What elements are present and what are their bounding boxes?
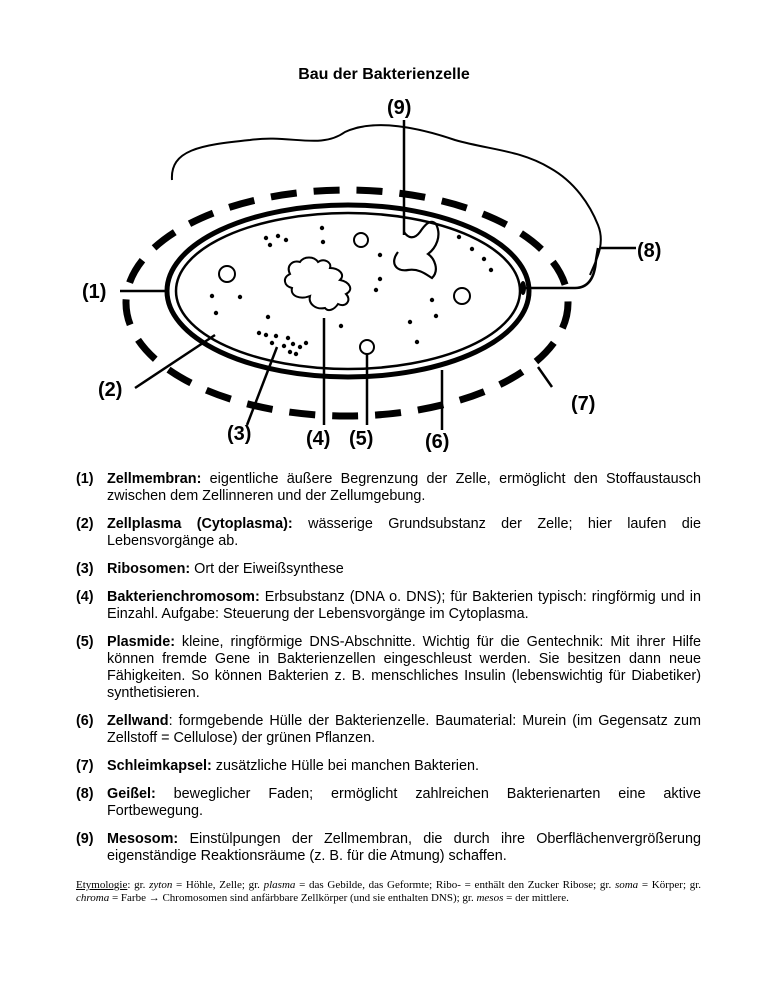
plasmid xyxy=(454,288,470,304)
etymology-text: = das Gebilde, das Geformte; Ribo- = enthält den Zucker Ribose; gr. xyxy=(295,879,615,891)
legend-description: wässerige Grundsubstanz der Zelle; hier laufen die Lebensvorgänge ab. xyxy=(107,516,701,549)
legend-item xyxy=(76,634,701,702)
legend-number: (8) xyxy=(76,786,94,802)
legend-term: Mesosom: xyxy=(107,831,179,847)
bacterial-cell-diagram xyxy=(0,0,768,470)
etymology-text: = Farbe → Chromosomen sind anfärbbare Zellkörper (und sie enthalten DNS); gr. xyxy=(109,892,477,904)
etymology-label: Etymologie xyxy=(76,879,128,891)
legend-item xyxy=(76,516,701,550)
plasmid xyxy=(360,340,374,354)
legend-description: zusätzliche Hülle bei manchen Bakterien. xyxy=(211,758,479,774)
legend-item xyxy=(76,561,701,578)
legend-number: (6) xyxy=(76,713,94,729)
legend-item xyxy=(76,471,701,505)
legend-term: Zellmembran: xyxy=(107,471,202,487)
legend-term: Schleimkapsel: xyxy=(107,758,212,774)
legend-term: Zellplasma (Cytoplasma): xyxy=(107,516,293,532)
callout-5: (5) xyxy=(349,428,374,450)
legend-description: Erbsubstanz (DNA o. DNS); für Bakterien typisch: ringförmig und in Einzahl. Aufgabe: Steuerung der Lebensvorgänge im Cytoplasma. xyxy=(107,589,701,622)
plasmid xyxy=(354,233,368,247)
legend-item xyxy=(76,831,701,865)
legend-number: (3) xyxy=(76,561,94,577)
callout-7: (7) xyxy=(571,393,596,415)
legend-term: Ribosomen: xyxy=(107,561,191,577)
etymology-note xyxy=(76,879,701,905)
outer-environment-outline xyxy=(172,125,601,275)
callout-4: (4) xyxy=(306,428,331,450)
legend-number: (9) xyxy=(76,831,94,847)
legend-text xyxy=(107,589,701,623)
legend-number: (2) xyxy=(76,516,94,532)
etymology-term: mesos xyxy=(476,892,504,904)
callout-2: (2) xyxy=(98,379,123,401)
legend-term: Bakterienchromosom: xyxy=(107,589,260,605)
bacterial-chromosome xyxy=(285,258,350,311)
callout-9: (9) xyxy=(387,97,412,119)
legend-number: (7) xyxy=(76,758,94,774)
callout-6: (6) xyxy=(425,431,450,453)
legend-text xyxy=(107,561,701,578)
legend-item xyxy=(76,589,701,623)
legend-list xyxy=(76,471,701,876)
etymology-term: chroma xyxy=(76,892,110,904)
etymology-text: = Höhle, Zelle; gr. xyxy=(172,879,264,891)
legend-description: kleine, ringförmige DNS-Abschnitte. Wichtig für die Gentechnik: Mit ihrer Hilfe können fremde Gene in Bakterienzellen eingeschleust werden. Sie besitzen dann neue Fähigkeiten. So können Bakterien z. B. menschliches Insulin (lebenswichtig für Diabetiker) synthetisieren. xyxy=(107,634,701,701)
page-title: Bau der Bakterienzelle xyxy=(298,66,470,83)
etymology-term: soma xyxy=(614,879,639,891)
legend-text xyxy=(107,634,701,702)
legend-number: (4) xyxy=(76,589,94,605)
legend-description: beweglicher Faden; ermöglicht zahlreichen Bakterienarten eine aktive Fortbewegung. xyxy=(107,786,701,819)
ribosomes xyxy=(210,226,493,356)
etymology-term: zyton xyxy=(149,879,173,891)
legend-description: Ort der Eiweißsynthese xyxy=(190,561,344,577)
legend-number: (5) xyxy=(76,634,94,650)
legend-term: Plasmide: xyxy=(107,634,175,650)
legend-description: Einstülpungen der Zellmembran, die durch ihre Oberflächenvergrößerung eigenständige Reaktionsräume (z. B. für die Atmung) schaffen. xyxy=(107,831,701,864)
legend-text xyxy=(107,516,701,550)
legend-text xyxy=(107,831,701,865)
legend-text xyxy=(107,758,701,775)
etymology-term: plasma xyxy=(263,879,296,891)
legend-description: eigentliche äußere Begrenzung der Zelle, ermöglicht den Stoffaustausch zwischen dem Zellinneren und der Zellumgebung. xyxy=(107,471,701,504)
callout-8: (8) xyxy=(637,240,662,262)
legend-term: Geißel: xyxy=(107,786,156,802)
etymology-text: : gr. xyxy=(127,879,150,891)
legend-description: : formgebende Hülle der Bakterienzelle. Baumaterial: Murein (im Gegensatz zum Zellstoff = Cellulose) der grünen Pflanzen. xyxy=(107,713,701,746)
legend-text xyxy=(107,786,701,820)
legend-item xyxy=(76,758,701,775)
legend-text xyxy=(107,471,701,505)
callout-3: (3) xyxy=(227,423,252,445)
mesosome xyxy=(394,222,438,278)
legend-item xyxy=(76,786,701,820)
callout-1: (1) xyxy=(82,281,107,303)
cell-wall xyxy=(167,205,529,377)
legend-number: (1) xyxy=(76,471,94,487)
legend-item xyxy=(76,713,701,747)
legend-text xyxy=(107,713,701,747)
etymology-text: = Körper; gr. xyxy=(638,879,702,891)
plasmid xyxy=(219,266,235,282)
etymology-text: = der mittlere. xyxy=(503,892,569,904)
legend-term: Zellwand xyxy=(107,713,169,729)
